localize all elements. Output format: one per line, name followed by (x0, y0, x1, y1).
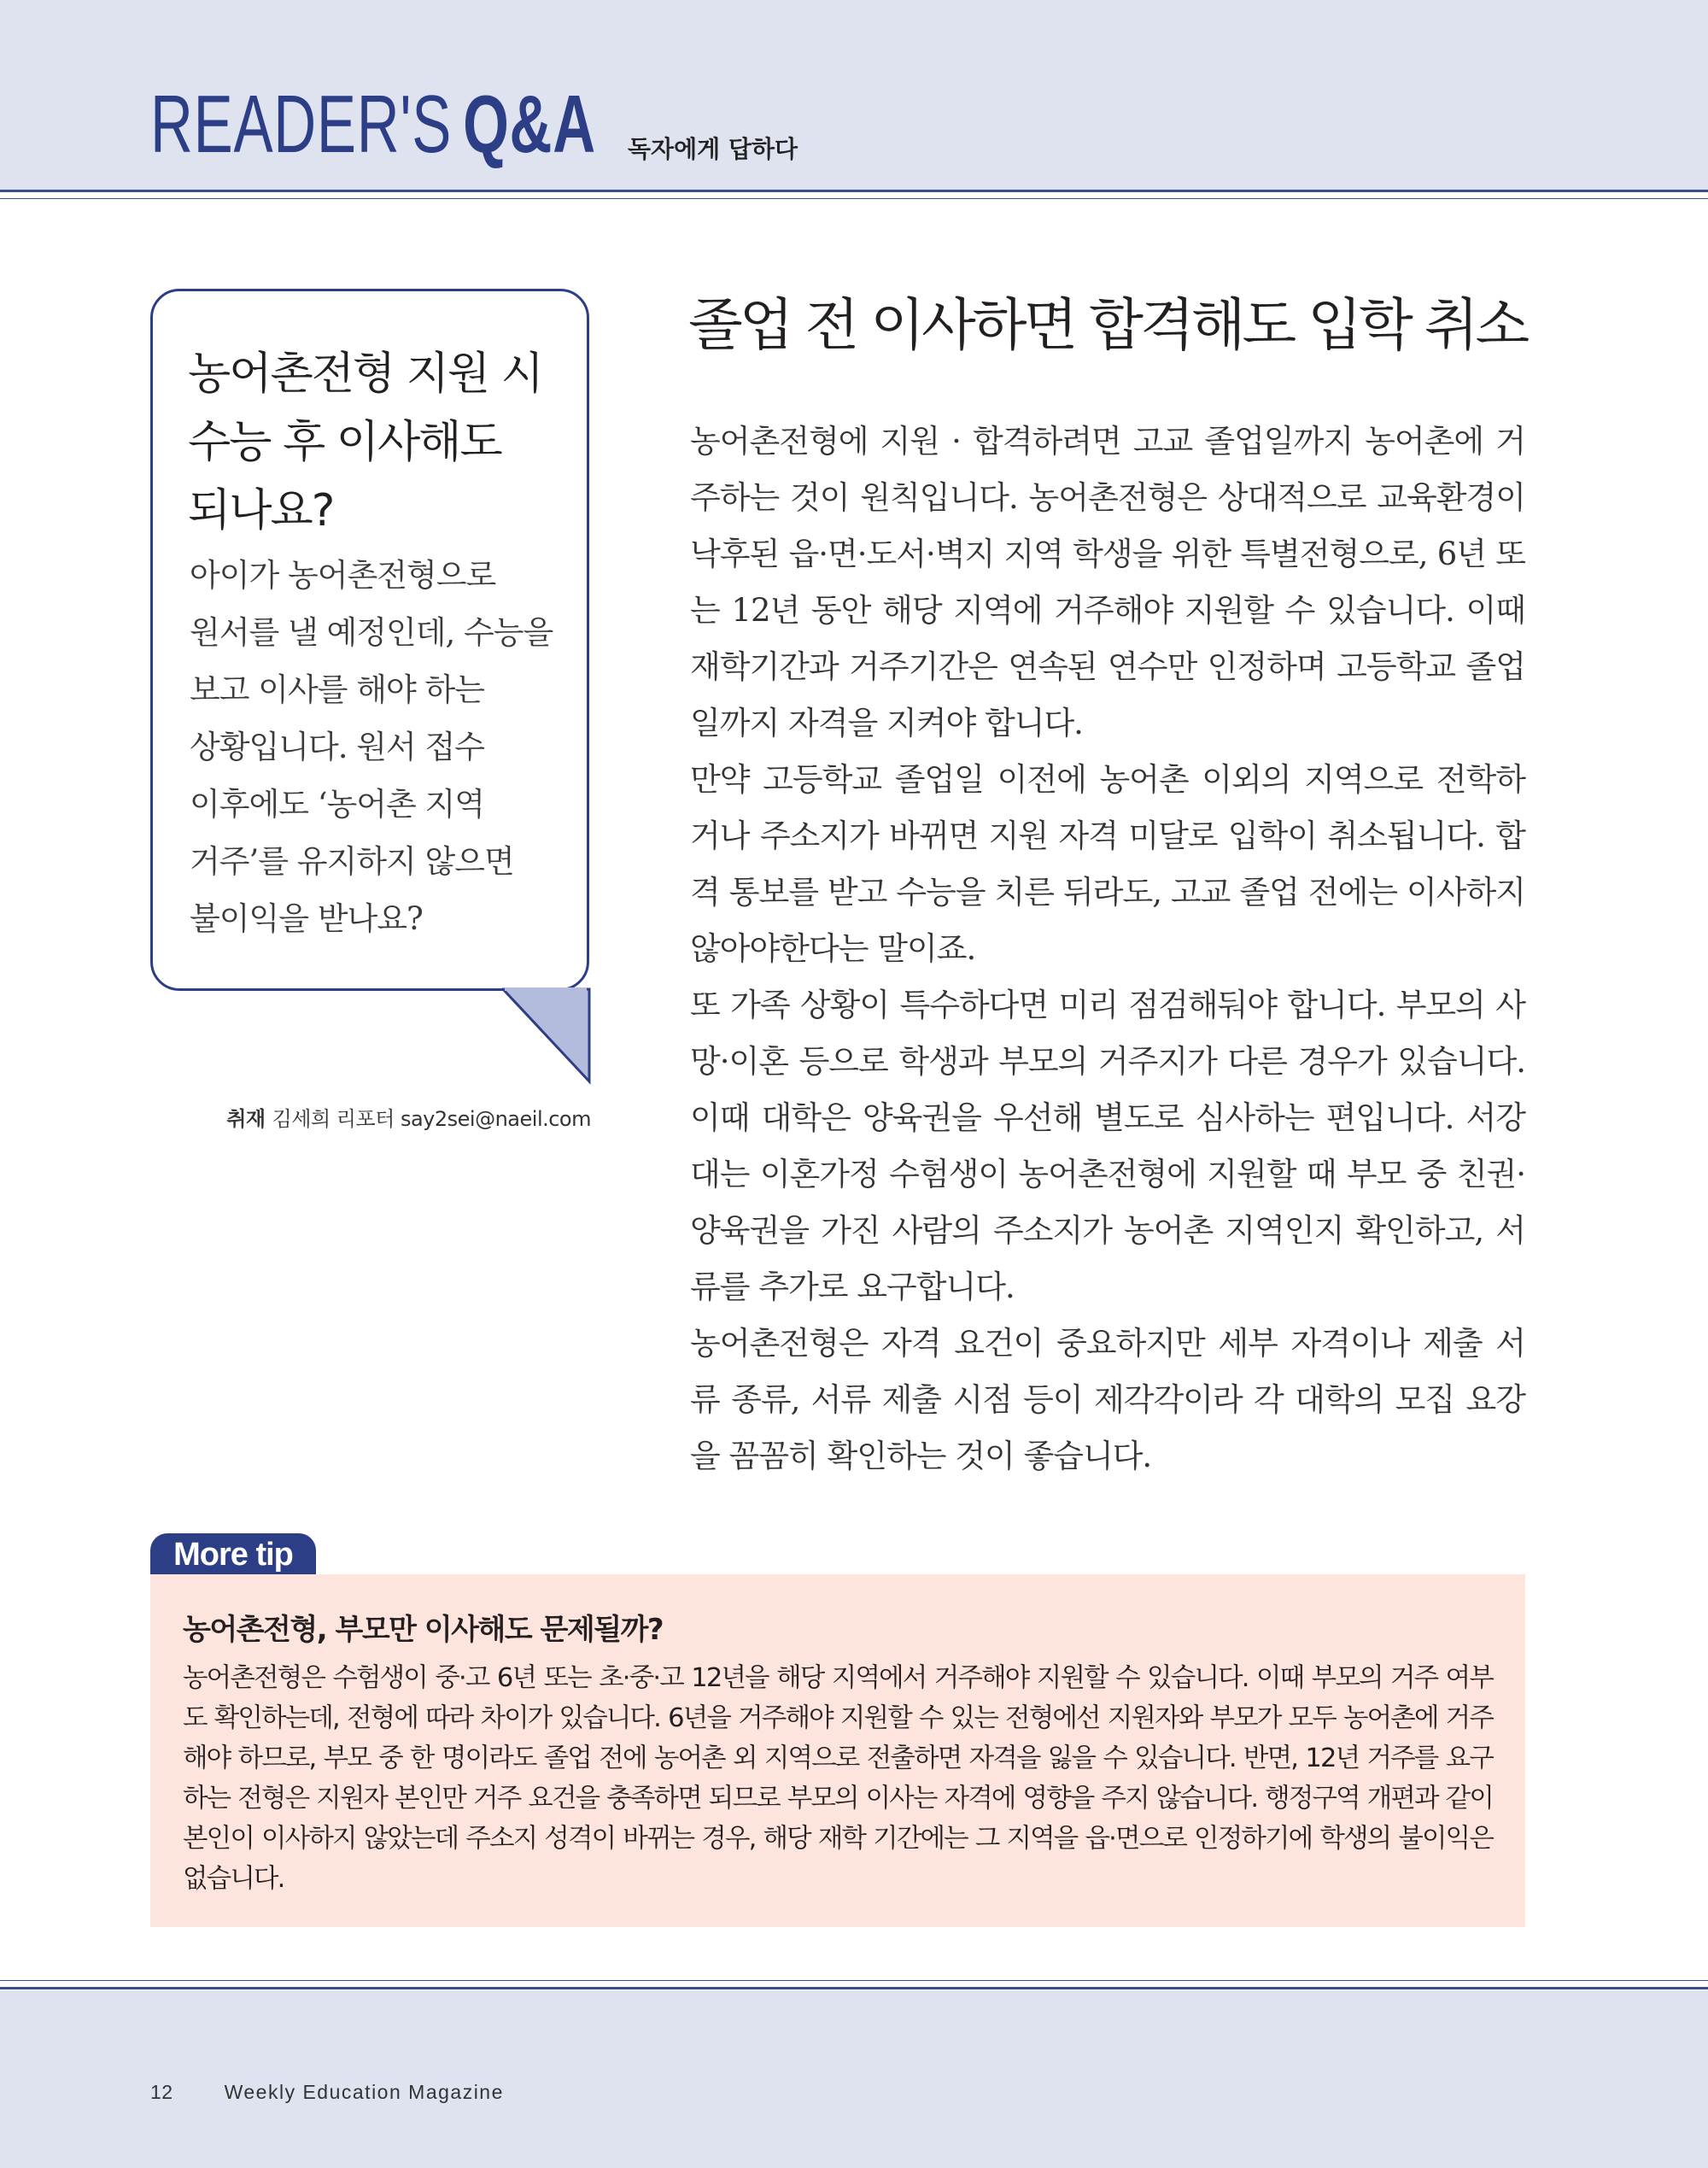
question-body-line: 이후에도 ‘농어촌 지역 (190, 786, 484, 823)
more-tip-tab: More tip (150, 1533, 316, 1576)
brand-qa: Q&A (463, 79, 596, 170)
question-body-line: 보고 이사를 해야 하는 (190, 671, 484, 708)
brand-prefix: READER'S (150, 79, 453, 170)
question-body-line: 불이익을 받나요? (190, 900, 423, 937)
footer-rule (0, 1987, 1708, 1989)
footer-band (0, 1990, 1708, 2168)
magazine-name: Weekly Education Magazine (224, 2081, 504, 2103)
credit-label: 취재 (226, 1107, 266, 1131)
answer-paragraph: 만약 고등학교 졸업일 이전에 농어촌 이외의 지역으로 전학하거나 주소지가 바뀌면 지원 자격 미달로 입학이 취소됩니다. 합격 통보를 받고 수능을 치른 뒤라도, 고교 졸업 전에는 이사하지 않아야한다는 말이죠. (690, 761, 1525, 967)
question-title-line: 되나요? (188, 485, 334, 536)
more-tip-box (150, 1574, 1525, 1927)
reporter-credit (226, 1102, 591, 1132)
answer-paragraph: 농어촌전형에 지원 · 합격하려면 고교 졸업일까지 농어촌에 거주하는 것이 원칙입니다. 농어촌전형은 상대적으로 교육환경이 낙후된 읍·면·도서·벽지 지역 학생을 위한 특별전형으로, 6년 또는 12년 동안 해당 지역에 거주해야 지원할 수 있습니다. 이때 재학기간과 거주기간은 연속된 연수만 인정하며 고등학교 졸업일까지 자격을 지켜야 합니다. (690, 423, 1525, 741)
question-body-line: 아이가 농어촌전형으로 (190, 557, 496, 594)
answer-paragraph: 농어촌전형은 자격 요건이 중요하지만 세부 자격이나 제출 서류 종류, 서류 제출 시점 등이 제각각이라 각 대학의 모집 요강을 꼼꼼히 확인하는 것이 좋습니다. (690, 1325, 1525, 1474)
page-footer (150, 2081, 504, 2104)
credit-text: 김세희 리포터 say2sei@naeil.com (272, 1107, 591, 1131)
question-body-line: 상황입니다. 원서 접수 (190, 729, 484, 765)
tip-title: 농어촌전형, 부모만 이사해도 문제될까? (183, 1613, 664, 1647)
speech-bubble-tail (502, 987, 596, 1088)
answer-paragraph: 또 가족 상황이 특수하다면 미리 점검해둬야 합니다. 부모의 사망·이혼 등으로 학생과 부모의 거주지가 다른 경우가 있습니다. 이때 대학은 양육권을 우선해 별도로 심사하는 편입니다. 서강대는 이혼가정 수험생이 농어촌전형에 지원할 때 부모 중 친권·양육권을 가진 사람의 주소지가 농어촌 지역인지 확인하고, 서류를 추가로 요구합니다. (690, 987, 1525, 1305)
question-body (190, 547, 565, 947)
question-body-line: 거주’를 유지하지 않으면 (190, 843, 514, 880)
section-brand (150, 79, 596, 170)
question-title-line: 수능 후 이사해도 (188, 417, 501, 468)
question-title-line: 농어촌전형 지원 시 (188, 349, 542, 400)
tip-text: 농어촌전형은 수험생이 중·고 6년 또는 초·중·고 12년을 해당 지역에서 거주해야 지원할 수 있습니다. 이때 부모의 거주 여부도 확인하는데, 전형에 따라 차이가 있습니다. 6년을 거주해야 지원할 수 있는 전형에선 지원자와 부모가 모두 농어촌에 거주해야 하므로, 부모 중 한 명이라도 졸업 전에 농어촌 외 지역으로 전출하면 자격을 잃을 수 있습니다. 반면, 12년 거주를 요구하는 전형은 지원자 본인만 거주 요건을 충족하면 되므로 부모의 이사는 자격에 영향을 주지 않습니다. 행정구역 개편과 같이 본인이 이사하지 않았는데 주소지 성격이 바뀌는 경우, 해당 재학 기간에는 그 지역을 읍·면으로 인정하기에 학생의 불이익은 없습니다. (183, 1663, 1493, 1894)
footer-rule-thin (0, 1980, 1708, 1981)
question-body-line: 원서를 낼 예정인데, 수능을 (190, 614, 553, 651)
answer-body (690, 413, 1525, 1485)
section-subtitle: 독자에게 답하다 (628, 135, 798, 163)
answer-title: 졸업 전 이사하면 합격해도 입학 취소 (688, 292, 1527, 358)
question-title (188, 340, 564, 545)
header-rule (0, 190, 1708, 192)
header-rule-thin (0, 198, 1708, 199)
page-number: 12 (150, 2081, 173, 2103)
